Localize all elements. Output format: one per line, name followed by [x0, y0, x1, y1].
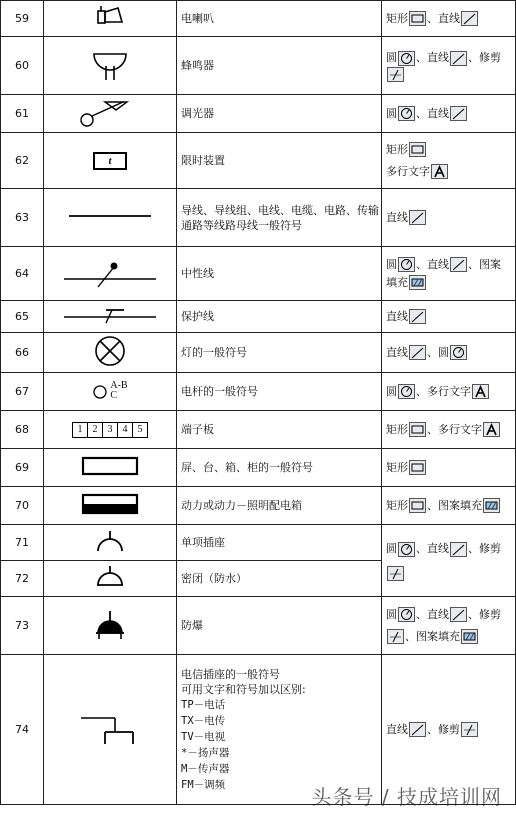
row-tools — [382, 189, 516, 247]
symbol-terminal-block — [44, 411, 177, 449]
tool-label: 圆 — [386, 106, 397, 120]
terminal-cell: 2 — [88, 423, 103, 437]
row-number: 73 — [1, 597, 44, 655]
symbol-conductor-line — [44, 189, 177, 247]
symbol-time-limit-device — [44, 133, 177, 189]
table-row — [1, 95, 516, 133]
row-description: 动力或动力－照明配电箱 — [177, 487, 382, 525]
row-tools — [382, 525, 516, 597]
row-description: 电杆的一般符号 — [177, 373, 382, 411]
tool-label: 、图案填充 — [405, 629, 460, 643]
tool-label: 、修剪 — [468, 607, 501, 621]
circle-tool-icon — [398, 257, 415, 272]
tool-label: 圆 — [386, 384, 397, 398]
row-description: 中性线 — [177, 247, 382, 301]
desc-line: 可用文字和符号加以区别: — [181, 682, 306, 696]
table-row — [1, 1, 516, 37]
row-tools — [382, 597, 516, 655]
tool-label: 、修剪 — [427, 722, 460, 736]
tool-label: 直线 — [386, 722, 408, 736]
circle-tool-icon — [398, 542, 415, 557]
symbol-telecom-socket — [44, 655, 177, 805]
row-tools — [382, 95, 516, 133]
desc-line: TX－电传 — [181, 714, 226, 727]
terminal-cell: 5 — [137, 423, 143, 435]
hatch-tool-icon — [409, 275, 426, 290]
line-tool-icon — [409, 309, 426, 324]
table-row — [1, 373, 516, 411]
table-row — [1, 301, 516, 333]
row-number: 74 — [1, 655, 44, 805]
row-description: 蜂鸣器 — [177, 37, 382, 95]
row-description: 屏、台、箱、柜的一般符号 — [177, 449, 382, 487]
line-tool-icon — [450, 106, 467, 121]
table-row — [1, 189, 516, 247]
tool-label: 圆 — [386, 257, 397, 271]
table-row — [1, 133, 516, 189]
row-description: 导线、导线组、电线、电缆、电路、传输通路等线路母线一般符号 — [177, 189, 382, 247]
rectangle-tool-icon — [409, 11, 426, 26]
hatch-tool-icon — [461, 629, 478, 644]
trim-tool-icon — [387, 67, 404, 82]
symbol-lamp — [44, 333, 177, 373]
tool-label: 、圆 — [427, 345, 449, 359]
tool-label: 、多行文字 — [427, 422, 482, 436]
row-number: 71 — [1, 525, 44, 561]
watermark: 头条号 / 技成培训网 — [311, 785, 502, 809]
desc-line: M－传声器 — [181, 762, 230, 775]
multiline-text-tool-icon — [483, 422, 500, 437]
row-description: 灯的一般符号 — [177, 333, 382, 373]
trim-tool-icon — [387, 629, 404, 644]
tool-label: 、多行文字 — [416, 384, 471, 398]
tool-label: 矩形 — [386, 11, 408, 25]
tool-label: 矩形 — [386, 498, 408, 512]
desc-line: 电信插座的一般符号 — [181, 667, 280, 681]
time-limit-box: t — [93, 152, 127, 170]
row-number: 72 — [1, 561, 44, 597]
row-description: 防爆 — [177, 597, 382, 655]
pole-label-bottom: C — [110, 390, 118, 401]
tool-label: 、直线 — [416, 257, 449, 271]
row-number: 59 — [1, 1, 44, 37]
symbol-cabinet — [44, 449, 177, 487]
multiline-text-tool-icon — [431, 164, 448, 179]
row-number: 69 — [1, 449, 44, 487]
tool-label: 圆 — [386, 51, 397, 64]
row-description: 限时装置 — [177, 133, 382, 189]
tool-label: 直线 — [386, 210, 408, 224]
tool-label: 、直线 — [416, 106, 449, 120]
line-tool-icon — [450, 257, 467, 272]
row-description: 密闭（防水） — [177, 561, 382, 597]
tool-label: 直线 — [386, 345, 408, 359]
tool-label: 、修剪 — [468, 51, 501, 64]
tool-label: 直线 — [386, 309, 408, 323]
row-tools — [382, 373, 516, 411]
line-tool-icon — [409, 345, 426, 360]
row-description: 端子板 — [177, 411, 382, 449]
desc-line: TV－电视 — [181, 730, 226, 743]
table-row — [1, 411, 516, 449]
circle-tool-icon — [398, 51, 415, 66]
rectangle-tool-icon — [409, 460, 426, 475]
line-tool-icon — [409, 722, 426, 737]
table-row — [1, 247, 516, 301]
symbol-pole — [44, 373, 177, 411]
row-tools — [382, 301, 516, 333]
line-tool-icon — [450, 542, 467, 557]
table-row — [1, 449, 516, 487]
pole-label-top: A-B — [110, 380, 128, 391]
row-tools — [382, 247, 516, 301]
circle-tool-icon — [398, 106, 415, 121]
desc-line: *－扬声器 — [181, 746, 230, 759]
row-number: 66 — [1, 333, 44, 373]
line-tool-icon — [461, 11, 478, 26]
table-row — [1, 333, 516, 373]
row-tools — [382, 133, 516, 189]
terminal-block — [72, 422, 148, 438]
terminal-cell: 1 — [73, 423, 88, 437]
desc-line: FM－调频 — [181, 778, 226, 791]
row-tools — [382, 487, 516, 525]
row-tools — [382, 333, 516, 373]
desc-line: TP－电话 — [181, 698, 226, 711]
row-number: 64 — [1, 247, 44, 301]
row-tools — [382, 411, 516, 449]
multiline-text-tool-icon — [472, 384, 489, 399]
symbol-distribution-box — [44, 487, 177, 525]
symbol-sealed-waterproof — [44, 561, 177, 597]
symbol-explosion-proof — [44, 597, 177, 655]
hatch-tool-icon — [483, 498, 500, 513]
row-number: 63 — [1, 189, 44, 247]
rectangle-tool-icon — [409, 498, 426, 513]
row-description: 保护线 — [177, 301, 382, 333]
trim-tool-icon — [461, 722, 478, 737]
tool-label: 、图案 — [468, 257, 501, 271]
tool-label: 、直线 — [416, 51, 449, 64]
circle-tool-icon — [398, 384, 415, 399]
rectangle-tool-icon — [409, 142, 426, 157]
symbol-electric-horn — [44, 1, 177, 37]
tool-label: 、修剪 — [468, 542, 501, 555]
row-tools — [382, 449, 516, 487]
symbol-single-socket — [44, 525, 177, 561]
row-number: 65 — [1, 301, 44, 333]
row-number: 67 — [1, 373, 44, 411]
tool-label: 、直线 — [427, 11, 460, 25]
circle-tool-icon — [398, 607, 415, 622]
terminal-cell: 4 — [118, 423, 133, 437]
row-number: 62 — [1, 133, 44, 189]
terminal-cell: 3 — [103, 423, 118, 437]
table-row — [1, 37, 516, 95]
row-description: 调光器 — [177, 95, 382, 133]
tool-label: 矩形 — [386, 422, 408, 436]
row-number: 61 — [1, 95, 44, 133]
symbol-protective-line — [44, 301, 177, 333]
tool-label: 矩形 — [386, 142, 408, 156]
trim-tool-icon — [387, 566, 404, 581]
symbol-dimmer — [44, 95, 177, 133]
symbol-neutral-line — [44, 247, 177, 301]
tool-label: 圆 — [386, 542, 397, 555]
line-tool-icon — [450, 51, 467, 66]
tool-label: 圆 — [386, 607, 397, 621]
row-number: 70 — [1, 487, 44, 525]
symbol-buzzer — [44, 37, 177, 95]
table-row — [1, 597, 516, 655]
tool-label: 矩形 — [386, 460, 408, 474]
row-description: 电喇叭 — [177, 1, 382, 37]
row-tools — [382, 37, 516, 95]
tool-label: 多行文字 — [386, 164, 430, 178]
row-description: 单项插座 — [177, 525, 382, 561]
tool-label: 、图案填充 — [427, 498, 482, 512]
table-row — [1, 487, 516, 525]
circle-tool-icon — [450, 345, 467, 360]
table-row — [1, 525, 516, 561]
row-number: 68 — [1, 411, 44, 449]
row-tools — [382, 1, 516, 37]
line-tool-icon — [450, 607, 467, 622]
tool-label: 、直线 — [416, 607, 449, 621]
line-tool-icon — [409, 210, 426, 225]
row-number: 60 — [1, 37, 44, 95]
rectangle-tool-icon — [409, 422, 426, 437]
tool-label: 填充 — [386, 275, 408, 289]
tool-label: 、直线 — [416, 542, 449, 555]
pole-symbol — [92, 381, 127, 401]
